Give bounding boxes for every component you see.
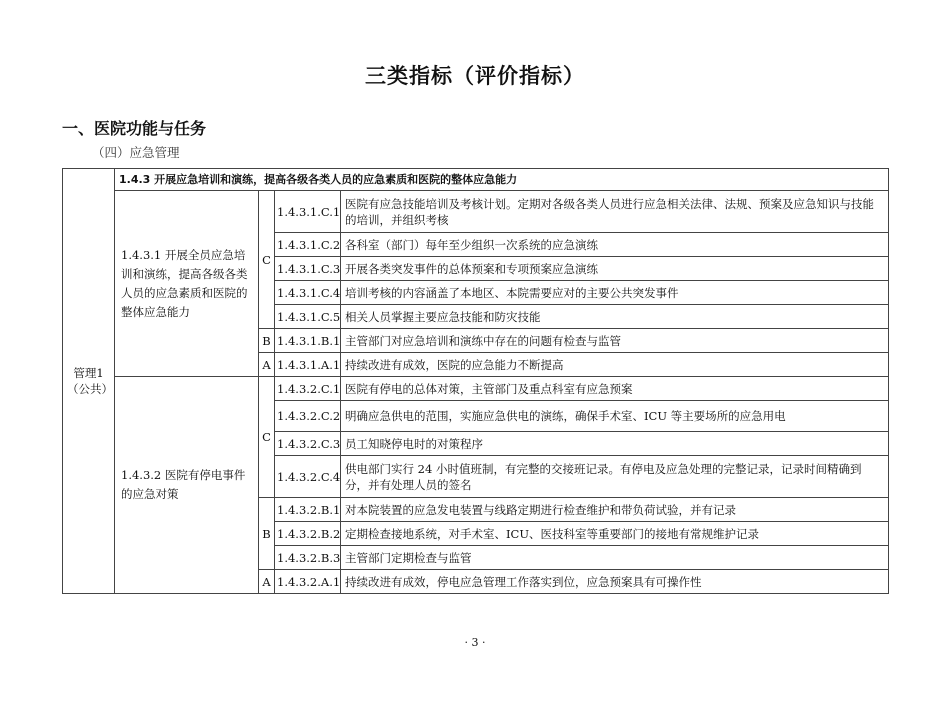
item-code: 1.4.3.1.C.3 (275, 257, 341, 281)
level-cell: B (259, 498, 275, 570)
page-number: · 3 · (464, 636, 486, 649)
item-code: 1.4.3.2.B.3 (275, 546, 341, 570)
subsection-heading: （四）应急管理 (92, 145, 180, 160)
item-code: 1.4.3.2.A.1 (275, 570, 341, 594)
item-code: 1.4.3.2.C.2 (275, 401, 341, 432)
level-cell: A (259, 570, 275, 594)
section-heading: 一、医院功能与任务 (62, 119, 207, 138)
item-text: 开展各类突发事件的总体预案和专项预案应急演练 (341, 257, 889, 281)
page-title: 三类指标（评价指标） (365, 64, 585, 88)
item-code: 1.4.3.2.B.2 (275, 522, 341, 546)
item-text: 主管部门对应急培训和演练中存在的问题有检查与监管 (341, 329, 889, 353)
standard-cell: 1.4.3.1 开展全员应急培训和演练，提高各级各类人员的应急素质和医院的整体应急能力 (115, 191, 259, 377)
item-code: 1.4.3.1.C.1 (275, 191, 341, 233)
item-text: 定期检查接地系统，对手术室、ICU、医技科室等重要部门的接地有常规维护记录 (341, 522, 889, 546)
item-text: 培训考核的内容涵盖了本地区、本院需要应对的主要公共突发事件 (341, 281, 889, 305)
item-code: 1.4.3.2.C.3 (275, 432, 341, 456)
item-text: 主管部门定期检查与监管 (341, 546, 889, 570)
level-cell: A (259, 353, 275, 377)
item-text: 医院有应急技能培训及考核计划。定期对各级各类人员进行应急相关法律、法规、预案及应急知识与技能的培训，并组织考核 (341, 191, 889, 233)
category-sublabel: （公共） (67, 382, 113, 396)
category-cell (63, 169, 115, 594)
level-cell: C (259, 191, 275, 329)
item-code: 1.4.3.1.C.5 (275, 305, 341, 329)
item-code: 1.4.3.1.C.2 (275, 233, 341, 257)
item-text: 员工知晓停电时的对策程序 (341, 432, 889, 456)
item-code: 1.4.3.1.C.4 (275, 281, 341, 305)
item-text: 持续改进有成效，医院的应急能力不断提高 (341, 353, 889, 377)
item-text: 医院有停电的总体对策，主管部门及重点科室有应急预案 (341, 377, 889, 401)
level-cell: C (259, 377, 275, 498)
standard-cell: 1.4.3.2 医院有停电事件的应急对策 (115, 377, 259, 594)
level-cell: B (259, 329, 275, 353)
item-code: 1.4.3.2.C.1 (275, 377, 341, 401)
item-code: 1.4.3.1.A.1 (275, 353, 341, 377)
item-text: 持续改进有成效，停电应急管理工作落实到位，应急预案具有可操作性 (341, 570, 889, 594)
item-text: 相关人员掌握主要应急技能和防灾技能 (341, 305, 889, 329)
item-text: 供电部门实行 24 小时值班制，有完整的交接班记录。有停电及应急处理的完整记录，记录时间精确到分，并有处理人员的签名 (341, 456, 889, 498)
indicator-table (62, 168, 889, 594)
item-code: 1.4.3.2.C.4 (275, 456, 341, 498)
item-text: 对本院装置的应急发电装置与线路定期进行检查维护和带负荷试验，并有记录 (341, 498, 889, 522)
category-label: 管理1 (73, 366, 104, 380)
item-text: 各科室（部门）每年至少组织一次系统的应急演练 (341, 233, 889, 257)
item-code: 1.4.3.1.B.1 (275, 329, 341, 353)
item-text: 明确应急供电的范围，实施应急供电的演练，确保手术室、ICU 等主要场所的应急用电 (341, 401, 889, 432)
item-code: 1.4.3.2.B.1 (275, 498, 341, 522)
table-header: 1.4.3 开展应急培训和演练，提高各级各类人员的应急素质和医院的整体应急能力 (115, 169, 889, 191)
